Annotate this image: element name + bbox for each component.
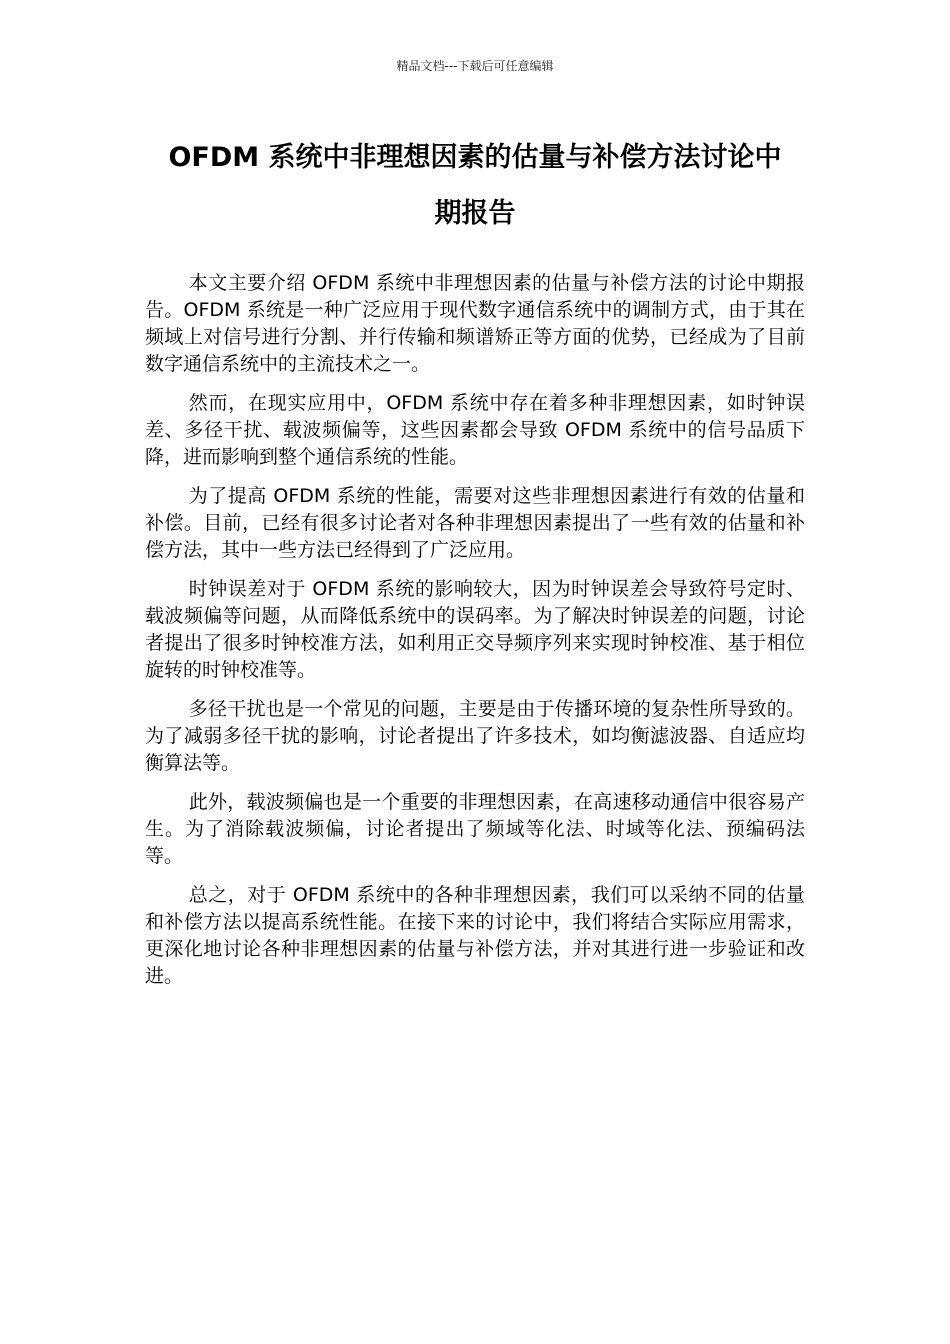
document-title — [140, 130, 810, 242]
header-note: 精品文档---下载后可任意编辑 — [396, 59, 554, 73]
paragraph-6: 此外，载波频偏也是一个重要的非理想因素，在高速移动通信中很容易产生。为了消除载波频偏，讨论者提出了频域等化法、时域等化法、预编码法等。 — [145, 791, 805, 867]
document-title-line-2: 期报告 — [434, 198, 516, 229]
paragraph-4: 时钟误差对于 OFDM 系统的影响较大，因为时钟误差会导致符号定时、载波频偏等问题，从而降低系统中的误码率。为了解决时钟误差的问题，讨论者提出了很多时钟校准方法，如利用正交导频序列来实现时钟校准、基于相位旋转的时钟校准等。 — [145, 578, 805, 681]
paragraph-5: 多径干扰也是一个常见的问题，主要是由于传播环境的复杂性所导致的。为了减弱多径干扰的影响，讨论者提出了许多技术，如均衡滤波器、自适应均衡算法等。 — [145, 698, 805, 774]
paragraph-1: 本文主要介绍 OFDM 系统中非理想因素的估量与补偿方法的讨论中期报告。OFDM 系统是一种广泛应用于现代数字通信系统中的调制方式，由于其在频域上对信号进行分割、并行传输和频谱矫正等方面的优势，已经成为了目前数字通信系统中的主流技术之一。 — [145, 272, 805, 375]
paragraph-2: 然而，在现实应用中，OFDM 系统中存在着多种非理想因素，如时钟误差、多径干扰、载波频偏等，这些因素都会导致 OFDM 系统中的信号品质下降，进而影响到整个通信系统的性能。 — [145, 392, 805, 468]
document-title-line-1: OFDM 系统中非理想因素的估量与补偿方法讨论中 — [168, 142, 782, 173]
paragraph-7: 总之，对于 OFDM 系统中的各种非理想因素，我们可以采纳不同的估量和补偿方法以提高系统性能。在接下来的讨论中，我们将结合实际应用需求，更深化地讨论各种非理想因素的估量与补偿方法，并对其进行进一步验证和改进。 — [145, 884, 805, 987]
paragraph-3: 为了提高 OFDM 系统的性能，需要对这些非理想因素进行有效的估量和补偿。目前，已经有很多讨论者对各种非理想因素提出了一些有效的估量和补偿方法，其中一些方法已经得到了广泛应用。 — [145, 485, 805, 561]
document-body — [145, 270, 805, 1002]
